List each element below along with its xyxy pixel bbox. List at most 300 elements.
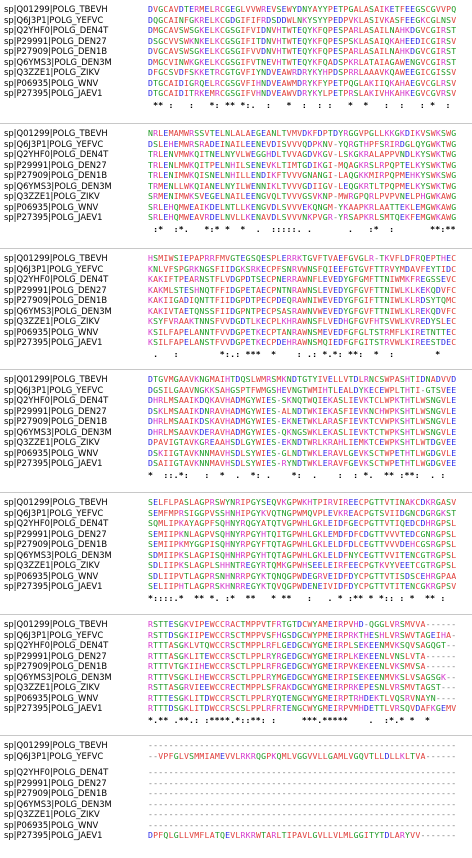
residue: L bbox=[286, 750, 292, 761]
residue: R bbox=[158, 416, 164, 426]
residue: G bbox=[451, 159, 457, 170]
residue: R bbox=[276, 682, 282, 692]
residue: - bbox=[343, 798, 349, 809]
residue: A bbox=[261, 212, 267, 222]
residue: R bbox=[394, 703, 400, 713]
residue: - bbox=[369, 740, 375, 750]
residue: C bbox=[163, 4, 169, 14]
residue: V bbox=[441, 426, 447, 437]
residue: S bbox=[173, 640, 179, 650]
residue: L bbox=[317, 750, 323, 761]
sequence-residues bbox=[148, 139, 456, 149]
residue: E bbox=[183, 337, 190, 347]
residue: T bbox=[153, 77, 159, 88]
residue: F bbox=[245, 77, 251, 88]
residue: E bbox=[214, 201, 220, 212]
residue: A bbox=[297, 337, 303, 347]
residue: Q bbox=[276, 750, 282, 761]
residue: E bbox=[214, 128, 220, 138]
residue: F bbox=[343, 549, 349, 560]
sequence-residues bbox=[148, 128, 456, 138]
residue: - bbox=[225, 819, 231, 830]
residue: E bbox=[353, 426, 359, 437]
residue: E bbox=[230, 4, 236, 14]
residue: V bbox=[333, 497, 339, 507]
residue: L bbox=[178, 750, 184, 761]
residue: Y bbox=[291, 4, 298, 14]
residue: Q bbox=[343, 159, 349, 170]
residue: R bbox=[327, 458, 334, 468]
residue: E bbox=[353, 416, 359, 426]
residue: L bbox=[435, 14, 442, 25]
residue: M bbox=[291, 77, 298, 88]
residue: - bbox=[230, 798, 236, 809]
residue: L bbox=[338, 374, 344, 384]
residue: I bbox=[363, 337, 370, 347]
residue: K bbox=[286, 426, 292, 437]
residue: E bbox=[297, 25, 303, 35]
sequence-residues bbox=[148, 202, 456, 212]
residue: V bbox=[348, 619, 354, 629]
residue: I bbox=[219, 305, 226, 316]
residue: L bbox=[322, 560, 328, 570]
residue: D bbox=[297, 77, 303, 88]
residue: L bbox=[374, 191, 380, 201]
residue: G bbox=[435, 447, 442, 458]
residue: G bbox=[183, 263, 190, 274]
residue: V bbox=[358, 447, 364, 458]
residue: N bbox=[183, 528, 190, 539]
residue: S bbox=[178, 25, 184, 35]
residue: V bbox=[297, 201, 303, 212]
residue: S bbox=[173, 263, 179, 274]
residue: V bbox=[209, 528, 215, 539]
residue: - bbox=[183, 740, 190, 750]
residue: G bbox=[286, 497, 292, 507]
residue: S bbox=[204, 170, 210, 180]
residue: G bbox=[261, 750, 267, 761]
residue: I bbox=[394, 497, 400, 507]
residue: M bbox=[405, 682, 411, 692]
residue: L bbox=[189, 692, 195, 703]
residue: Y bbox=[230, 149, 236, 159]
residue: P bbox=[343, 703, 349, 713]
residue: - bbox=[399, 767, 406, 777]
residue: - bbox=[276, 798, 282, 809]
residue: V bbox=[327, 180, 334, 191]
residue: T bbox=[214, 830, 220, 840]
residue: S bbox=[194, 138, 200, 149]
residue: D bbox=[420, 374, 426, 384]
residue: T bbox=[158, 640, 164, 650]
residue: W bbox=[183, 25, 190, 35]
residue: - bbox=[374, 253, 380, 263]
residue: V bbox=[168, 316, 174, 326]
residue: N bbox=[204, 447, 210, 458]
residue: E bbox=[363, 539, 370, 549]
residue: - bbox=[250, 809, 256, 819]
residue: E bbox=[420, 570, 426, 581]
residue: K bbox=[312, 416, 318, 426]
residue: G bbox=[245, 395, 251, 405]
residue: - bbox=[451, 692, 457, 703]
residue: V bbox=[219, 447, 226, 458]
residue: - bbox=[435, 809, 442, 819]
residue: A bbox=[446, 570, 452, 581]
residue: R bbox=[415, 337, 421, 347]
residue: N bbox=[425, 374, 431, 384]
residue: K bbox=[317, 539, 323, 549]
residue: M bbox=[363, 274, 370, 284]
residue: V bbox=[291, 88, 298, 98]
residue: - bbox=[358, 819, 364, 830]
residue: H bbox=[225, 374, 231, 384]
residue: - bbox=[312, 777, 318, 788]
residue: H bbox=[225, 447, 231, 458]
residue: A bbox=[266, 128, 272, 138]
sequence-residues bbox=[148, 630, 456, 640]
residue: E bbox=[281, 253, 287, 263]
residue: T bbox=[441, 138, 447, 149]
residue: G bbox=[353, 750, 359, 761]
residue: R bbox=[148, 650, 154, 661]
residue: I bbox=[286, 159, 292, 170]
residue: E bbox=[266, 395, 272, 405]
residue: C bbox=[451, 305, 457, 316]
residue: V bbox=[384, 497, 390, 507]
residue: T bbox=[389, 201, 395, 212]
residue: - bbox=[394, 809, 400, 819]
residue: H bbox=[255, 77, 262, 88]
residue: K bbox=[363, 405, 370, 416]
residue: R bbox=[353, 56, 359, 67]
residue: - bbox=[189, 798, 195, 809]
residue: A bbox=[183, 458, 190, 468]
residue: D bbox=[384, 750, 390, 761]
residue: I bbox=[379, 46, 385, 56]
residue: - bbox=[168, 788, 174, 798]
residue: W bbox=[307, 703, 313, 713]
residue: D bbox=[338, 305, 344, 316]
residue: A bbox=[194, 581, 200, 591]
residue: A bbox=[178, 305, 184, 316]
residue: H bbox=[148, 253, 154, 263]
residue: K bbox=[405, 305, 411, 316]
residue: K bbox=[363, 212, 370, 222]
residue: R bbox=[194, 274, 200, 284]
residue: G bbox=[379, 619, 385, 629]
residue: S bbox=[230, 629, 236, 640]
residue: Q bbox=[204, 284, 210, 295]
residue: R bbox=[291, 274, 298, 284]
residue: - bbox=[451, 682, 457, 692]
residue: L bbox=[399, 316, 406, 326]
residue: V bbox=[291, 212, 298, 222]
residue: V bbox=[250, 88, 256, 98]
residue: E bbox=[358, 671, 364, 682]
sequence-residues bbox=[148, 740, 456, 750]
residue: E bbox=[204, 77, 210, 88]
residue: C bbox=[219, 650, 226, 661]
residue: T bbox=[322, 253, 328, 263]
residue: G bbox=[348, 316, 354, 326]
residue: V bbox=[271, 46, 277, 56]
residue: - bbox=[420, 777, 426, 788]
residue: P bbox=[312, 138, 318, 149]
residue: E bbox=[214, 212, 220, 222]
residue: E bbox=[420, 337, 426, 347]
residue: L bbox=[163, 326, 169, 337]
residue: - bbox=[446, 830, 452, 840]
residue: T bbox=[266, 570, 272, 581]
residue: M bbox=[317, 326, 323, 337]
residue: L bbox=[219, 170, 226, 180]
residue: D bbox=[148, 14, 154, 25]
residue: F bbox=[271, 629, 277, 640]
residue: V bbox=[441, 4, 447, 14]
residue: D bbox=[410, 46, 416, 56]
residue: F bbox=[410, 274, 416, 284]
residue: K bbox=[194, 426, 200, 437]
residue: A bbox=[153, 305, 159, 316]
residue: T bbox=[389, 518, 395, 528]
residue: I bbox=[312, 295, 318, 305]
residue: W bbox=[394, 295, 400, 305]
residue: - bbox=[189, 767, 195, 777]
residue: - bbox=[389, 777, 395, 788]
residue: - bbox=[153, 767, 159, 777]
residue: C bbox=[219, 640, 226, 650]
residue: D bbox=[307, 149, 313, 159]
residue: T bbox=[410, 750, 416, 761]
residue: - bbox=[178, 767, 184, 777]
residue: N bbox=[168, 170, 174, 180]
residue: S bbox=[312, 337, 318, 347]
residue: K bbox=[384, 4, 390, 14]
residue: N bbox=[399, 191, 406, 201]
residue: R bbox=[148, 703, 154, 713]
residue: G bbox=[250, 497, 256, 507]
residue: G bbox=[374, 619, 380, 629]
residue: A bbox=[245, 128, 251, 138]
residue: F bbox=[353, 316, 359, 326]
residue: H bbox=[199, 661, 205, 671]
residue: G bbox=[245, 437, 251, 447]
residue: V bbox=[327, 316, 334, 326]
residue: M bbox=[358, 437, 364, 447]
residue: L bbox=[173, 159, 179, 170]
residue: N bbox=[379, 661, 385, 671]
residue: R bbox=[363, 149, 370, 159]
sequence-id: sp|Q2YHF0|POLG_DEN4T bbox=[4, 767, 109, 777]
residue: I bbox=[333, 581, 339, 591]
residue: M bbox=[245, 629, 251, 640]
residue: R bbox=[209, 405, 215, 416]
residue: H bbox=[225, 581, 231, 591]
residue: E bbox=[204, 650, 210, 661]
residue: G bbox=[420, 560, 426, 570]
residue: T bbox=[163, 629, 169, 640]
residue: A bbox=[214, 416, 220, 426]
residue: - bbox=[271, 798, 277, 809]
residue: W bbox=[446, 191, 452, 201]
residue: T bbox=[240, 661, 246, 671]
residue: W bbox=[384, 395, 390, 405]
residue: V bbox=[446, 274, 452, 284]
residue: G bbox=[173, 830, 179, 840]
residue: R bbox=[348, 191, 354, 201]
residue: - bbox=[312, 798, 318, 809]
residue: - bbox=[425, 788, 431, 798]
residue: - bbox=[148, 777, 154, 788]
residue: - bbox=[410, 798, 416, 809]
residue: K bbox=[435, 128, 442, 138]
residue: V bbox=[415, 263, 421, 274]
residue: A bbox=[209, 830, 215, 840]
residue: S bbox=[148, 560, 154, 570]
consensus-symbols: . : *:.: *** * : .: *.*: **: * : * bbox=[148, 348, 441, 359]
residue: - bbox=[271, 740, 277, 750]
residue: A bbox=[266, 830, 272, 840]
residue: M bbox=[405, 619, 411, 629]
residue: M bbox=[276, 374, 282, 384]
sequence-residues bbox=[148, 78, 456, 88]
residue: V bbox=[389, 337, 395, 347]
residue: I bbox=[183, 88, 190, 98]
residue: L bbox=[163, 395, 169, 405]
residue: P bbox=[266, 750, 272, 761]
residue: - bbox=[441, 661, 447, 671]
residue: R bbox=[214, 77, 220, 88]
residue: L bbox=[338, 149, 344, 159]
residue: G bbox=[199, 384, 205, 395]
residue: I bbox=[173, 170, 179, 180]
residue: N bbox=[379, 682, 385, 692]
residue: N bbox=[261, 67, 267, 77]
residue: T bbox=[148, 149, 154, 159]
sequence-residues bbox=[148, 820, 456, 830]
residue: N bbox=[307, 316, 313, 326]
residue: E bbox=[250, 138, 256, 149]
consensus-symbols: *::::.* ** *. :* ** * ** : . * :** * *:: : * ** : bbox=[148, 592, 446, 603]
residue: W bbox=[307, 447, 313, 458]
residue: P bbox=[394, 170, 400, 180]
residue: G bbox=[307, 253, 313, 263]
alignment-block bbox=[0, 619, 472, 737]
residue: L bbox=[158, 560, 164, 570]
residue: K bbox=[353, 661, 359, 671]
residue: M bbox=[209, 374, 215, 384]
residue: G bbox=[353, 159, 359, 170]
residue: C bbox=[214, 692, 220, 703]
residue: - bbox=[286, 798, 292, 809]
residue: E bbox=[415, 201, 421, 212]
residue: G bbox=[348, 295, 354, 305]
residue: E bbox=[420, 284, 426, 295]
residue: - bbox=[343, 767, 349, 777]
residue: P bbox=[343, 640, 349, 650]
residue: D bbox=[199, 416, 205, 426]
residue: E bbox=[353, 560, 359, 570]
sequence-residues bbox=[148, 160, 456, 170]
residue: G bbox=[255, 128, 262, 138]
residue: - bbox=[302, 798, 308, 809]
residue: R bbox=[240, 528, 246, 539]
residue: I bbox=[333, 640, 339, 650]
residue: F bbox=[369, 274, 375, 284]
sequence-id: sp|Q3ZZE1|POLG_ZIKV bbox=[4, 809, 100, 819]
residue: E bbox=[430, 629, 436, 640]
residue: G bbox=[297, 650, 303, 661]
residue: G bbox=[235, 4, 241, 14]
residue: E bbox=[389, 4, 395, 14]
residue: L bbox=[374, 149, 380, 159]
residue: G bbox=[358, 326, 364, 337]
residue: G bbox=[430, 46, 436, 56]
residue: G bbox=[348, 263, 354, 274]
sequence-residues bbox=[148, 327, 456, 337]
residue: V bbox=[276, 581, 282, 591]
residue: H bbox=[379, 405, 385, 416]
residue: R bbox=[240, 570, 246, 581]
residue: K bbox=[389, 128, 395, 138]
residue: - bbox=[291, 798, 298, 809]
residue: L bbox=[209, 46, 215, 56]
residue: T bbox=[415, 629, 421, 640]
residue: T bbox=[379, 539, 385, 549]
residue: F bbox=[410, 212, 416, 222]
sequence-residues bbox=[148, 751, 456, 761]
residue: S bbox=[446, 560, 452, 570]
residue: - bbox=[219, 740, 226, 750]
residue: - bbox=[435, 798, 442, 809]
residue: V bbox=[363, 305, 370, 316]
residue: K bbox=[194, 437, 200, 447]
residue: S bbox=[441, 128, 447, 138]
residue: P bbox=[255, 619, 262, 629]
residue: H bbox=[225, 384, 231, 395]
residue: V bbox=[389, 539, 395, 549]
residue: L bbox=[219, 201, 226, 212]
alignment-block bbox=[0, 497, 472, 615]
residue: G bbox=[286, 507, 292, 518]
residue: D bbox=[302, 570, 308, 581]
residue: P bbox=[322, 128, 328, 138]
residue: G bbox=[235, 77, 241, 88]
residue: L bbox=[384, 703, 390, 713]
residue: L bbox=[358, 374, 364, 384]
residue: K bbox=[183, 619, 190, 629]
residue: L bbox=[410, 305, 416, 316]
residue: - bbox=[384, 767, 390, 777]
residue: Q bbox=[297, 395, 303, 405]
residue: S bbox=[435, 384, 442, 395]
residue: S bbox=[415, 671, 421, 682]
residue: P bbox=[173, 507, 179, 518]
residue: V bbox=[286, 201, 292, 212]
residue: F bbox=[369, 295, 375, 305]
residue: P bbox=[250, 661, 256, 671]
residue: W bbox=[286, 46, 292, 56]
residue: Q bbox=[271, 570, 277, 581]
residue: S bbox=[374, 337, 380, 347]
residue: - bbox=[178, 819, 184, 830]
residue: S bbox=[230, 671, 236, 682]
residue: L bbox=[384, 46, 390, 56]
residue: - bbox=[204, 819, 210, 830]
residue: G bbox=[430, 25, 436, 35]
residue: - bbox=[317, 809, 323, 819]
